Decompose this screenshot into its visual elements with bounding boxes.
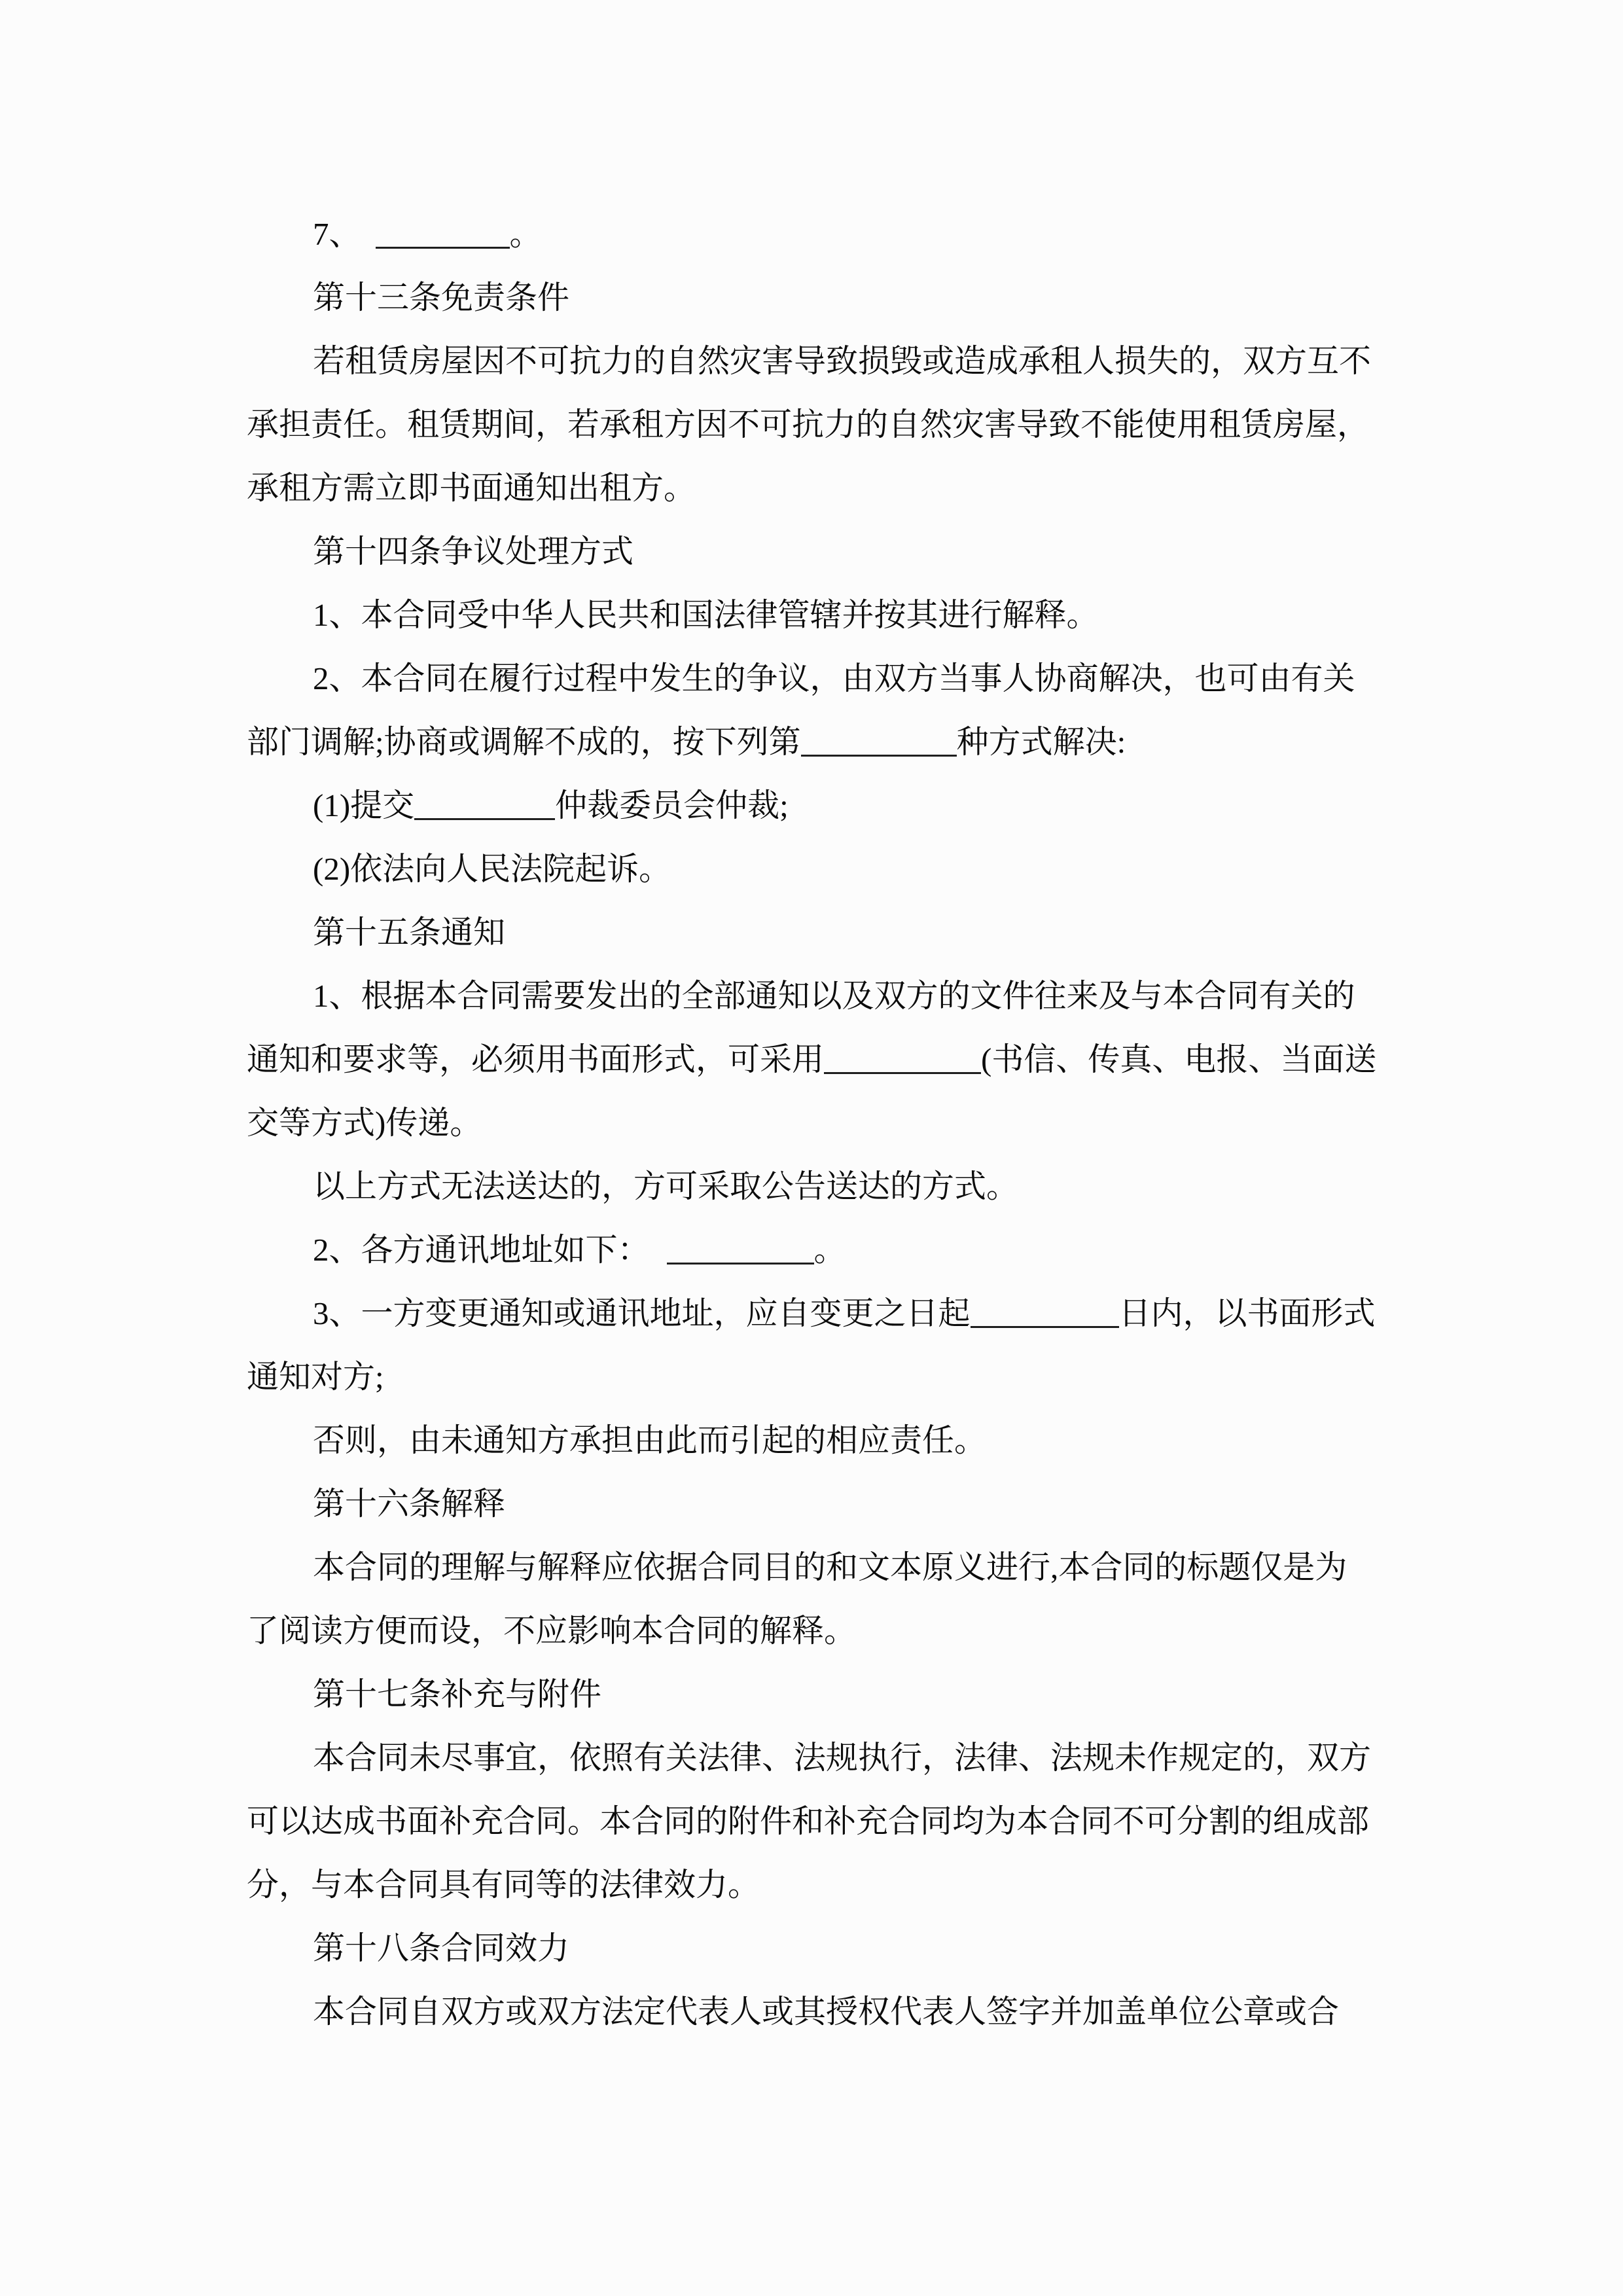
text-run: 种方式解决: [956, 724, 1126, 760]
text-run: 若租赁房屋因不可抗力的自然灾害导致损毁或造成承租人损失的，双方互不 [313, 343, 1372, 379]
text-run: 2、各方通讯地址如下： [313, 1232, 650, 1268]
text-run: 1、根据本合同需要发出的全部通知以及双方的文件往来及与本合同有关的 [313, 978, 1355, 1014]
text-run: 第十三条免责条件 [313, 279, 570, 315]
text-line [247, 1916, 1385, 1980]
text-run: 。 [509, 216, 542, 252]
document-body [247, 202, 1385, 2043]
text-line [247, 1091, 1385, 1155]
text-line [247, 774, 1385, 837]
text-line [247, 1726, 1385, 1789]
text-line [247, 393, 1385, 456]
text-line [247, 1662, 1385, 1726]
blank-field [824, 1040, 981, 1074]
text-line [247, 1028, 1385, 1091]
text-run: 交等方式)传递。 [247, 1105, 482, 1141]
text-run: 。 [813, 1232, 846, 1268]
text-line [247, 1980, 1385, 2043]
text-run: 本合同的理解与解释应依据合同目的和文本原义进行,本合同的标题仅是为 [313, 1549, 1347, 1585]
text-line [247, 266, 1385, 329]
text-run: (书信、传真、电报、当面送 [981, 1041, 1377, 1077]
text-line [247, 837, 1385, 901]
text-run: 部门调解;协商或调解不成的，按下列第 [247, 724, 801, 760]
text-line [247, 1472, 1385, 1535]
text-run: 日内，以书面形式 [1118, 1295, 1376, 1331]
text-run: (2)依法向人民法院起诉。 [313, 851, 671, 887]
text-line [247, 583, 1385, 647]
text-run: 3、一方变更通知或通讯地址，应自变更之日起 [313, 1295, 971, 1331]
text-run: 第十八条合同效力 [313, 1930, 570, 1966]
text-line [247, 202, 1385, 266]
text-line [247, 1853, 1385, 1916]
text-line [247, 1408, 1385, 1472]
text-line [247, 1282, 1385, 1345]
text-run: 以上方式无法送达的，方可采取公告送达的方式。 [313, 1168, 1019, 1204]
blank-field [414, 786, 555, 820]
text-run: 2、本合同在履行过程中发生的争议，由双方当事人协商解决，也可由有关 [313, 660, 1355, 696]
text-line [247, 1789, 1385, 1853]
text-line [247, 1599, 1385, 1662]
text-line [247, 964, 1385, 1028]
text-run: 本合同未尽事宜，依照有关法律、法规执行，法律、法规未作规定的，双方 [313, 1740, 1372, 1776]
text-run: 仲裁委员会仲裁; [555, 787, 789, 823]
text-run: 第十六条解释 [313, 1486, 506, 1522]
text-run: 通知对方; [247, 1359, 384, 1395]
text-run: 第十四条争议处理方式 [313, 533, 634, 569]
text-line [247, 647, 1385, 710]
text-line [247, 1155, 1385, 1218]
text-run: 7、 [313, 216, 361, 252]
text-line [247, 329, 1385, 393]
text-line [247, 901, 1385, 964]
text-run: 承租方需立即书面通知出租方。 [247, 470, 696, 506]
text-line [247, 710, 1385, 774]
blank-field [376, 215, 510, 249]
text-run: 第十七条补充与附件 [313, 1676, 602, 1712]
text-run: 承担责任。租赁期间，若承租方因不可抗力的自然灾害导致不能使用租赁房屋， [247, 406, 1370, 442]
text-run: 1、本合同受中华人民共和国法律管辖并按其进行解释。 [313, 597, 1099, 633]
text-run: 第十五条通知 [313, 914, 506, 950]
text-run: 否则，由未通知方承担由此而引起的相应责任。 [313, 1422, 987, 1458]
text-run: (1)提交 [313, 787, 415, 823]
text-run: 本合同自双方或双方法定代表人或其授权代表人签字并加盖单位公章或合 [313, 1994, 1340, 2030]
text-line [247, 520, 1385, 583]
text-run: 了阅读方便而设，不应影响本合同的解释。 [247, 1613, 857, 1649]
text-line [247, 1345, 1385, 1408]
text-run: 可以达成书面补充合同。本合同的附件和补充合同均为本合同不可分割的组成部 [247, 1803, 1370, 1839]
blank-field [971, 1294, 1119, 1328]
blank-field [801, 723, 957, 757]
text-run: 通知和要求等，必须用书面形式，可采用 [247, 1041, 825, 1077]
text-line [247, 456, 1385, 520]
blank-field [667, 1230, 814, 1265]
text-line [247, 1218, 1385, 1282]
text-line [247, 1535, 1385, 1599]
text-run: 分，与本合同具有同等的法律效力。 [247, 1867, 760, 1903]
